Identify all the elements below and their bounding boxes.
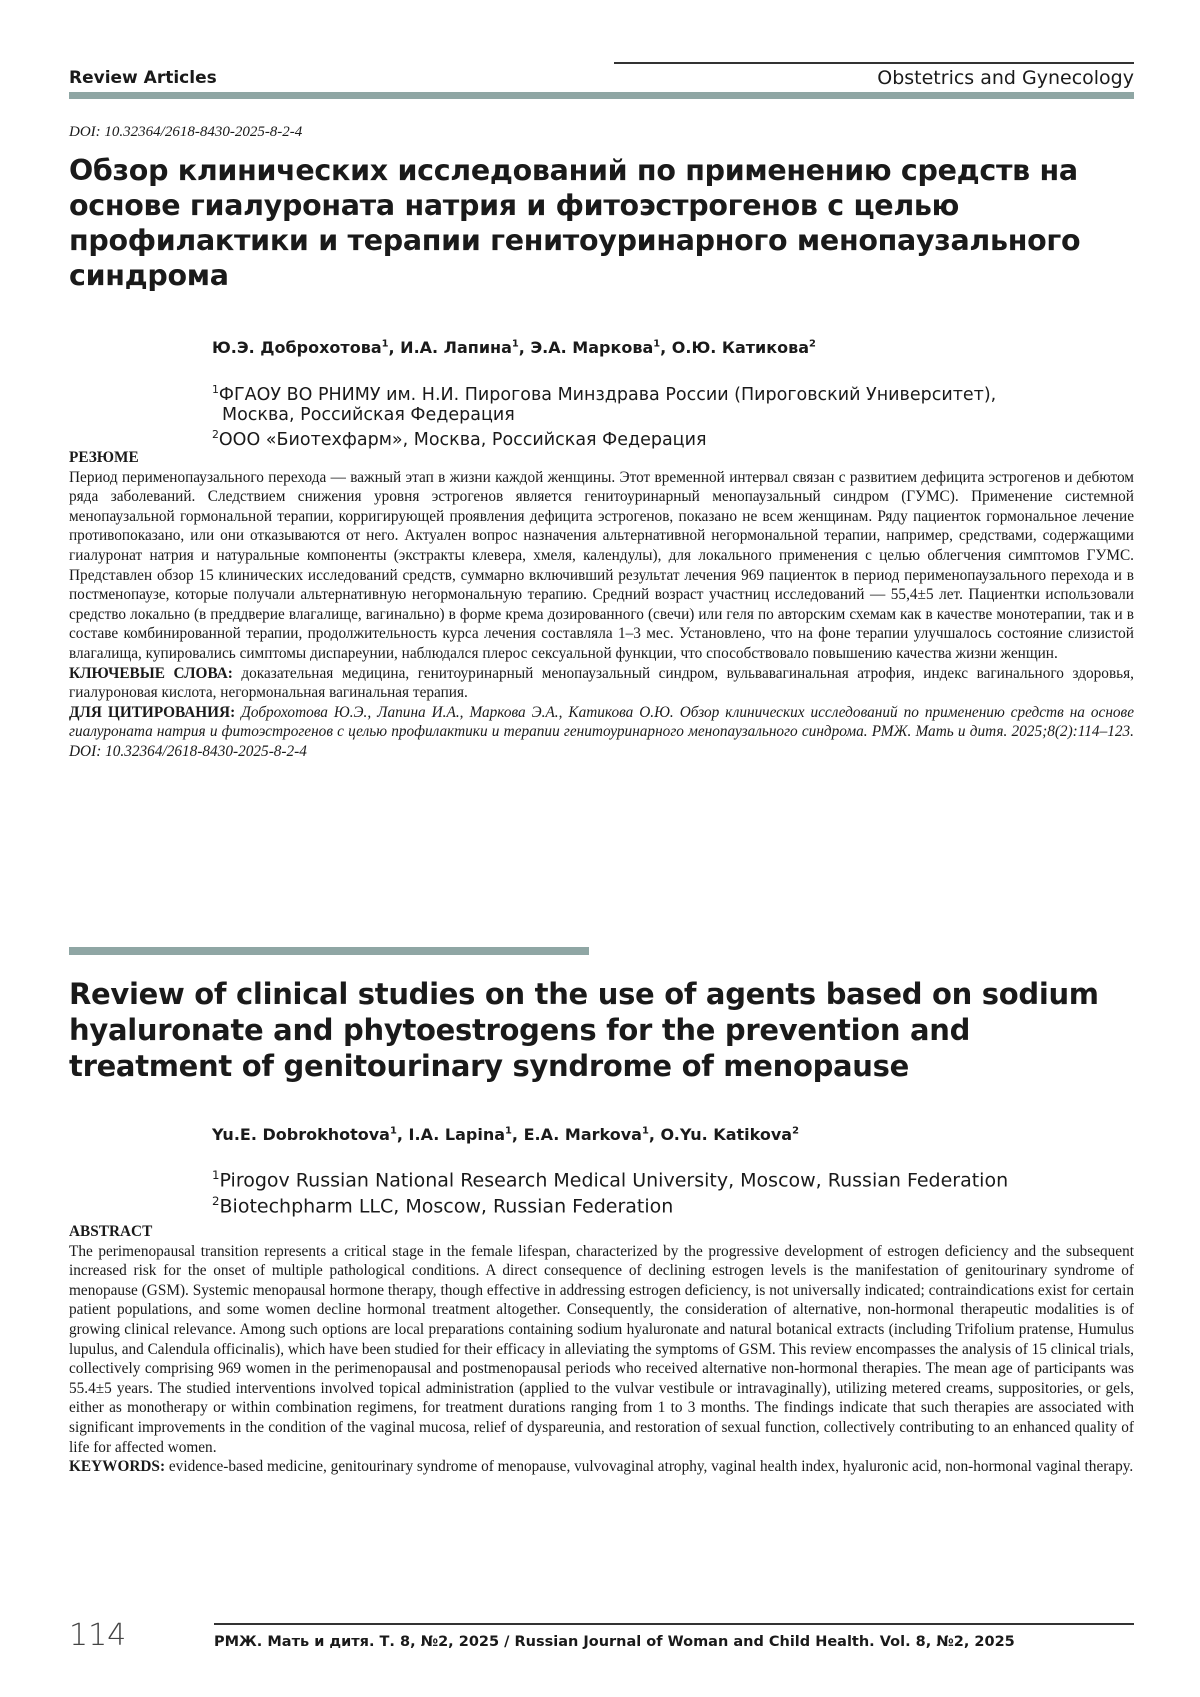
journal-section: Obstetrics and Gynecology xyxy=(877,67,1134,89)
footer-rule xyxy=(214,1623,1134,1625)
summary-ru xyxy=(69,448,1134,762)
abstract-heading: ABSTRACT xyxy=(69,1223,153,1240)
author-aff: 1 xyxy=(389,1125,397,1137)
affiliation: $^2$Biotechpharm LLC, Moscow, Russian Federation xyxy=(212,1194,674,1218)
author: E.A. Markova xyxy=(523,1125,642,1144)
doi[interactable]: DOI: 10.32364/2618-8430-2025-8-2-4 xyxy=(69,124,303,140)
affiliation-cont: Москва, Российская Федерация xyxy=(222,404,515,425)
title-en: Review of clinical studies on the use of agents based on sodium hyaluronate and phytoestrogens for the prevention and treatment of genitourinary syndrome of menopause xyxy=(69,977,1099,1083)
author: O.Yu. Katikova xyxy=(660,1125,793,1144)
author-aff: 2 xyxy=(792,1125,799,1137)
author-aff: 1 xyxy=(641,1125,649,1137)
author: О.Ю. Катикова xyxy=(671,338,810,357)
author-aff: 1 xyxy=(381,338,389,350)
author: Ю.Э. Доброхотова xyxy=(212,338,382,357)
affiliation: $^1$ФГАОУ ВО РНИМУ им. Н.И. Пирогова Минздрава России (Пироговский Университет), xyxy=(212,383,997,405)
author: I.A. Lapina xyxy=(408,1125,506,1144)
author: И.А. Лапина xyxy=(400,338,512,357)
affiliation: $^1$Pirogov Russian National Research Medical University, Moscow, Russian Federation xyxy=(212,1168,1009,1192)
summary-heading: РЕЗЮМЕ xyxy=(69,449,139,466)
header-accent-bar xyxy=(69,92,1134,99)
abstract-text: The perimenopausal transition represents a critical stage in the female lifespan, characterized by the progressive development of estrogen deficiency and the subsequent increased risk for the onset of multiple pathological conditions. A direct consequence of declining estrogen levels is the manifestation of genitourinary syndrome of menopause (GSM). Systemic menopausal hormone therapy, though effective in addressing estrogen deficiency, is not universally indicated; contraindications exist for certain patient populations, and some women decline hormonal treatment altogether. Consequently, the consideration of alternative, non-hormonal therapeutic modalities is of growing clinical relevance. Among such options are local preparations containing sodium hyaluronate and natural botanical extracts (including Trifolium pratense, Humulus lupulus, and Calendula officinalis), which have been studied for their efficacy in alleviating the symptoms of GSM. This review encompasses the analysis of 15 clinical trials, collectively comprising 969 women in the perimenopausal and postmenopausal periods who received alternative non-hormonal therapies. The mean age of participants was 55.4±5 years. The studied interventions involved topical administration (applied to the vulvar vestibule or intravaginally), utilizing metered creams, suppositories, or gels, either as monotherapy or within combination regimens, for treatment durations ranging from 1 to 3 months. The findings indicate that such therapies are associated with significant improvements in the condition of the vaginal mucosa, relief of dyspareunia, and restoration of sexual function, collectively contributing to an enhanced quality of life for affected women. xyxy=(69,1242,1135,1456)
author-aff: 1 xyxy=(653,338,661,350)
authors-en: Yu.E. Dobrokhotova$^1$, I.A. Lapina$^1$, E.A. Markova$^1$, O.Yu. Katikova$^2$ xyxy=(212,1125,799,1144)
author-aff: 1 xyxy=(511,338,519,350)
section-label: Review Articles xyxy=(69,68,217,88)
header-rule xyxy=(614,62,1134,64)
keywords-ru: КЛЮЧЕВЫЕ СЛОВА: доказательная медицина, генитоуринарный менопаузальный синдром, вульвавагинальная атрофия, индекс вагинального здоровья, гиалуроновая кислота, негормональная вагинальная терапия. xyxy=(69,664,1134,702)
section-divider xyxy=(69,947,589,955)
affiliation: $^2$ООО «Биотехфарм», Москва, Российская Федерация xyxy=(212,427,707,450)
authors-ru: Ю.Э. Доброхотова$^1$, И.А. Лапина$^1$, Э.А. Маркова$^1$, О.Ю. Катикова$^2$ xyxy=(212,338,816,357)
title-ru: Обзор клинических исследований по применению средств на основе гиалуроната натрия и фитоэстрогенов с целью профилактики и терапии генитоуринарного менопаузального синдрома xyxy=(69,154,1081,292)
summary-text: Период перименопаузального перехода — важный этап в жизни каждой женщины. Этот временной интервал связан с развитием дефицита эстрогенов и дебютом ряда заболеваний. Следствием снижения уровня эстрогенов является генитоуринарный менопаузальный синдром (ГУМС). Применение системной менопаузальной гормональной терапии, корригирующей проявления дефицита эстрогенов, показано не всем женщинам. Ряду пациенток гормональное лечение противопоказано, или они отказываются от него. Актуален вопрос назначения альтернативной негормональной терапии, например, средствами, содержащими гиалуронат натрия и натуральные компоненты (экстракты клевера, хмеля, календулы), для локального применения с целью облегчения симптомов ГУМС. Представлен обзор 15 клинических исследований средств, суммарно включивший результат лечения 969 пациенток в период перименопаузального перехода и в постменопаузе, которые получали альтернативную негормональную терапию. Средний возраст участниц исследований — 55,4±5 лет. Пациентки использовали средство локально (в преддверие влагалище, вагинально) в форме крема дозированного (свечи) или геля по авторским схемам как в качестве монотерапии, так и в составе комбинированной терапии, продолжительность курса лечения составляла 1–3 мес. Установлено, что на фоне терапии улучшалось состояние слизистой влагалища, купировались симптомы диспареунии, наблюдался плерос сексуальной функции, что способствовало повышению качества жизни женщин. xyxy=(69,468,1134,662)
citation-ru: ДЛЯ ЦИТИРОВАНИЯ: Доброхотова Ю.Э., Лапина И.А., Маркова Э.А., Катикова О.Ю. Обзор клинических исследований по применению средств на основе гиалуроната натрия и фитоэстрогенов с целью профилактики и терапии генитоуринарного менопаузального синдрома. РМЖ. Мать и дитя. 2025;8(2):114–123. DOI: 10.32364/2618-8430-2025-8-2-4 xyxy=(69,703,1134,760)
page-number: 114 xyxy=(69,1618,127,1653)
keywords-en: KEYWORDS: evidence-based medicine, genitourinary syndrome of menopause, vulvovaginal atrophy, vaginal health index, hyaluronic acid, non-hormonal vaginal therapy. xyxy=(69,1458,1134,1476)
abstract-en xyxy=(69,1222,1134,1477)
author: Yu.E. Dobrokhotova xyxy=(212,1125,390,1144)
author-aff: 1 xyxy=(505,1125,512,1137)
footer-journal: РМЖ. Мать и дитя. Т. 8, №2, 2025 / Russian Journal of Woman and Child Health. Vol. 8, №2, 2025 xyxy=(214,1634,1015,1650)
affiliations-en xyxy=(212,1165,1112,1218)
affiliations-ru xyxy=(212,380,1112,450)
author-aff: 2 xyxy=(809,338,816,350)
author: Э.А. Маркова xyxy=(530,338,654,357)
